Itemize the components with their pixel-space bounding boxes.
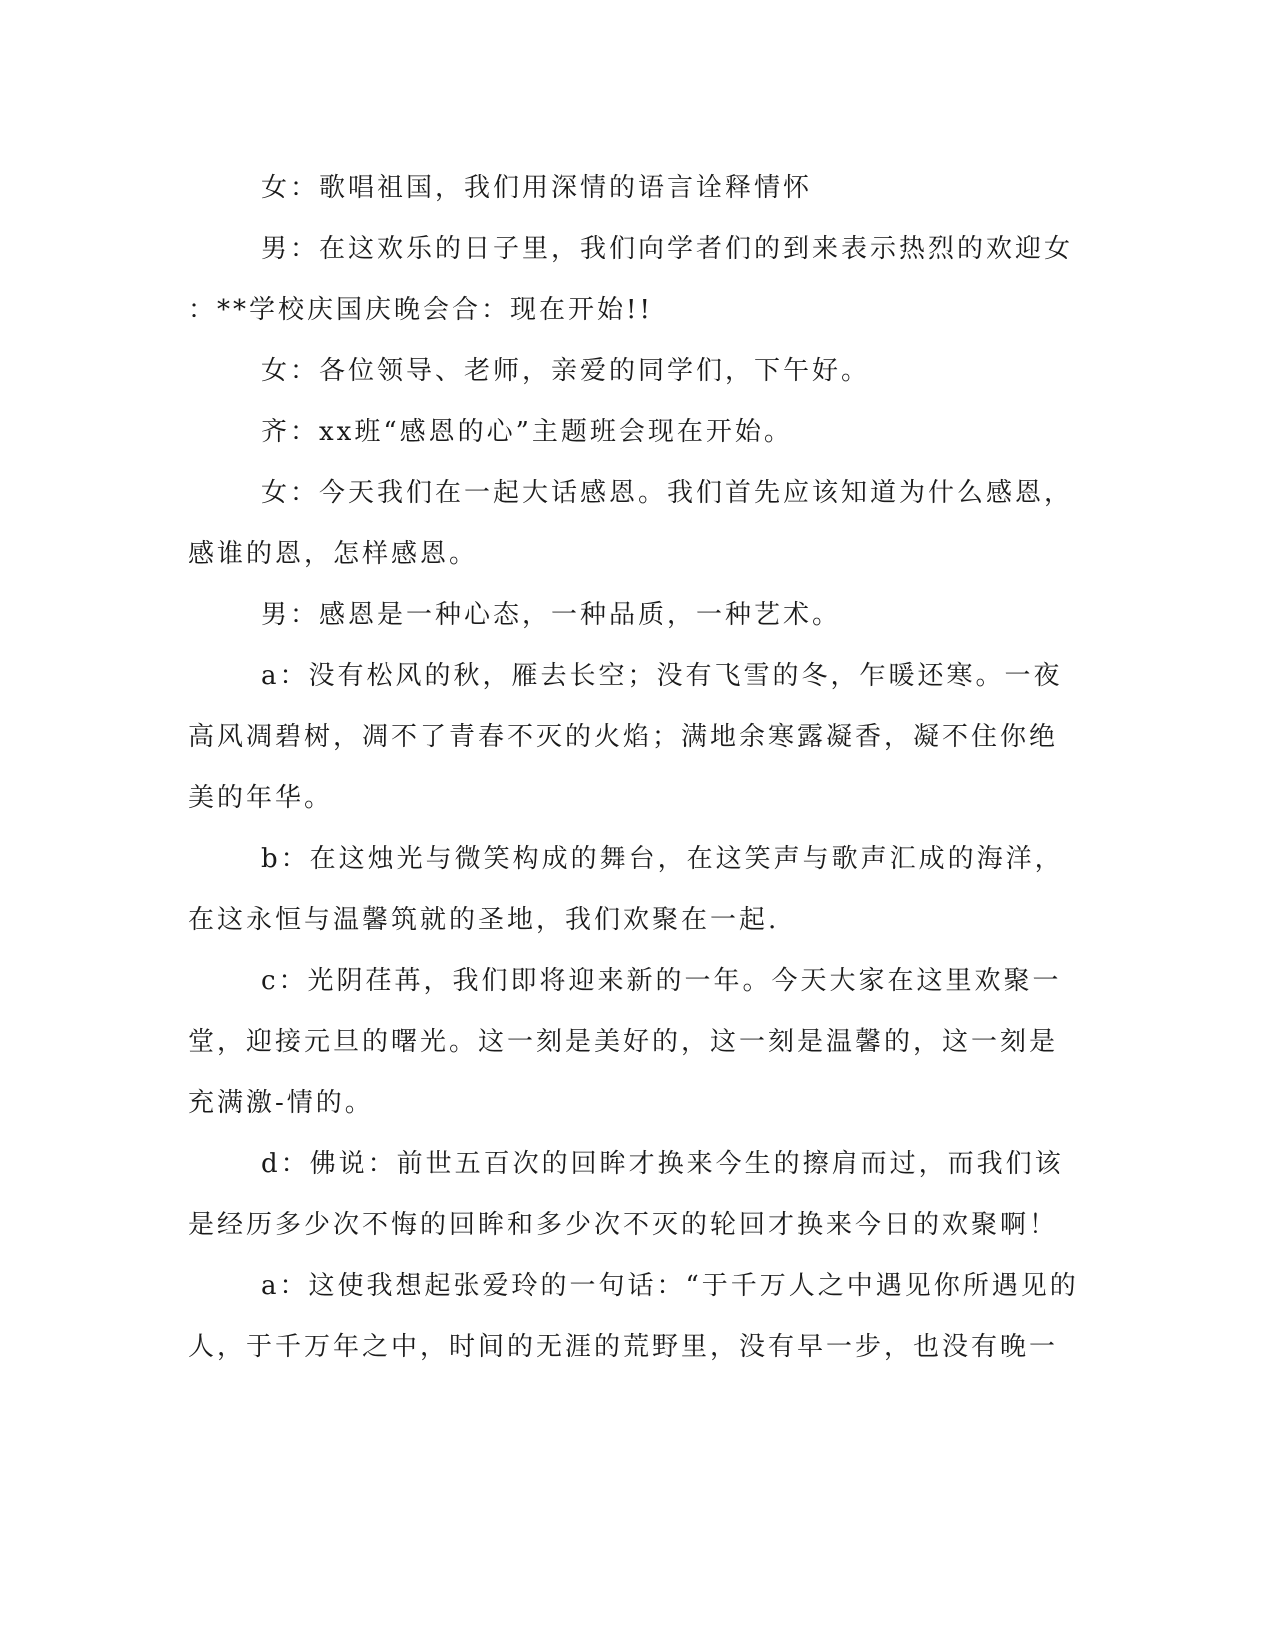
paragraph xyxy=(188,463,1074,585)
text-line: 是经历多少次不悔的回眸和多少次不灭的轮回才换来今日的欢聚啊！ xyxy=(188,1210,1059,1240)
paragraph xyxy=(188,1256,1079,1378)
text-line: ：**学校庆国庆晚会合：现在开始!! xyxy=(188,295,653,325)
paragraph xyxy=(188,646,1068,829)
text-line: 美的年华。 xyxy=(188,783,334,813)
text-line: a：这使我想起张爱玲的一句话：“于千万人之中遇见你所遇见的 xyxy=(261,1271,1079,1301)
paragraph xyxy=(188,158,1068,219)
text-line: 男：感恩是一种心态，一种品质，一种艺术。 xyxy=(261,600,842,630)
paragraph xyxy=(188,585,1068,646)
text-line: 人，于千万年之中，时间的无涯的荒野里，没有早一步，也没有晚一 xyxy=(188,1332,1059,1362)
text-line: 女：今天我们在一起大话感恩。我们首先应该知道为什么感恩， xyxy=(261,478,1074,508)
text-line: c：光阴荏苒，我们即将迎来新的一年。今天大家在这里欢聚一 xyxy=(261,966,1062,996)
text-line: b：在这烛光与微笑构成的舞台，在这笑声与歌声汇成的海洋， xyxy=(261,844,1064,874)
text-line: 充满激-情的。 xyxy=(188,1088,374,1118)
text-line: a：没有松风的秋，雁去长空；没有飞雪的冬，乍暖还寒。一夜 xyxy=(261,661,1063,691)
paragraph xyxy=(188,341,1068,402)
text-line: 女：各位领导、老师，亲爱的同学们，下午好。 xyxy=(261,356,871,386)
text-line: d：佛说：前世五百次的回眸才换来今生的擦肩而过，而我们该 xyxy=(261,1149,1064,1179)
paragraph xyxy=(188,829,1068,951)
paragraph xyxy=(188,951,1068,1134)
paragraph xyxy=(188,219,1074,341)
text-line: 女：歌唱祖国，我们用深情的语言诠释情怀 xyxy=(261,173,813,203)
paragraph xyxy=(188,402,1068,463)
document-body xyxy=(188,158,1079,1378)
text-line: 高风凋碧树，凋不了青春不灭的火焰；满地余寒露凝香，凝不住你绝 xyxy=(188,722,1059,752)
text-line: 堂，迎接元旦的曙光。这一刻是美好的，这一刻是温馨的，这一刻是 xyxy=(188,1027,1059,1057)
text-line: 齐：xx班“感恩的心”主题班会现在开始。 xyxy=(261,417,793,447)
paragraph xyxy=(188,1134,1068,1256)
text-line: 感谁的恩，怎样感恩。 xyxy=(188,539,479,569)
text-line: 男：在这欢乐的日子里，我们向学者们的到来表示热烈的欢迎女 xyxy=(261,234,1074,264)
text-line: 在这永恒与温馨筑就的圣地，我们欢聚在一起. xyxy=(188,905,780,935)
